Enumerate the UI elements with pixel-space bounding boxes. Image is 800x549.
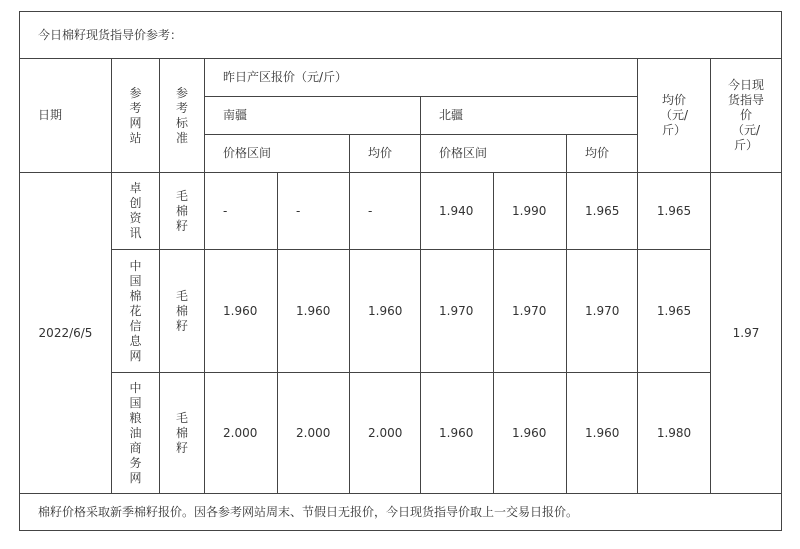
north-high-cell: 1.970 (494, 250, 567, 373)
south-range-header: 价格区间 (205, 135, 350, 173)
north-header: 北疆 (421, 97, 638, 135)
date-header: 日期 (20, 59, 112, 173)
site-cell: 卓创资讯 (112, 173, 160, 250)
table-row (20, 173, 782, 250)
north-avg-cell: 1.970 (567, 250, 638, 373)
yesterday-header: 昨日产区报价（元/斤） (205, 59, 638, 97)
south-low-cell: - (205, 173, 278, 250)
table-row (20, 250, 782, 373)
north-low-cell: 1.970 (421, 250, 494, 373)
avg-unit-header: 均价（元/斤） (638, 59, 711, 173)
date-cell: 2022/6/5 (20, 173, 112, 494)
north-high-cell: 1.960 (494, 373, 567, 494)
north-avg-header: 均价 (567, 135, 638, 173)
table-row (20, 373, 782, 494)
site-cell: 中国粮油商务网 (112, 373, 160, 494)
south-high-cell: - (278, 173, 350, 250)
south-avg-cell: - (350, 173, 421, 250)
standard-cell: 毛棉籽 (160, 173, 205, 250)
south-header: 南疆 (205, 97, 421, 135)
avg-cell: 1.980 (638, 373, 711, 494)
south-high-cell: 1.960 (278, 250, 350, 373)
north-low-cell: 1.960 (421, 373, 494, 494)
table-title: 今日棉籽现货指导价参考： (20, 12, 782, 59)
north-range-header: 价格区间 (421, 135, 567, 173)
standard-header: 参考标准 (160, 59, 205, 173)
standard-cell: 毛棉籽 (160, 373, 205, 494)
site-cell: 中国棉花信息网 (112, 250, 160, 373)
south-avg-cell: 1.960 (350, 250, 421, 373)
south-avg-header: 均价 (350, 135, 421, 173)
price-table (19, 11, 782, 531)
footnote: 棉籽价格采取新季棉籽报价。因各参考网站周末、节假日无报价，今日现货指导价取上一交易日报价。 (20, 494, 782, 531)
north-avg-cell: 1.960 (567, 373, 638, 494)
north-avg-cell: 1.965 (567, 173, 638, 250)
north-high-cell: 1.990 (494, 173, 567, 250)
standard-cell: 毛棉籽 (160, 250, 205, 373)
north-low-cell: 1.940 (421, 173, 494, 250)
south-high-cell: 2.000 (278, 373, 350, 494)
avg-cell: 1.965 (638, 250, 711, 373)
today-header: 今日现货指导价（元/斤） (711, 59, 782, 173)
south-low-cell: 2.000 (205, 373, 278, 494)
south-avg-cell: 2.000 (350, 373, 421, 494)
avg-cell: 1.965 (638, 173, 711, 250)
south-low-cell: 1.960 (205, 250, 278, 373)
site-header: 参考网站 (112, 59, 160, 173)
today-price-cell: 1.97 (711, 173, 782, 494)
